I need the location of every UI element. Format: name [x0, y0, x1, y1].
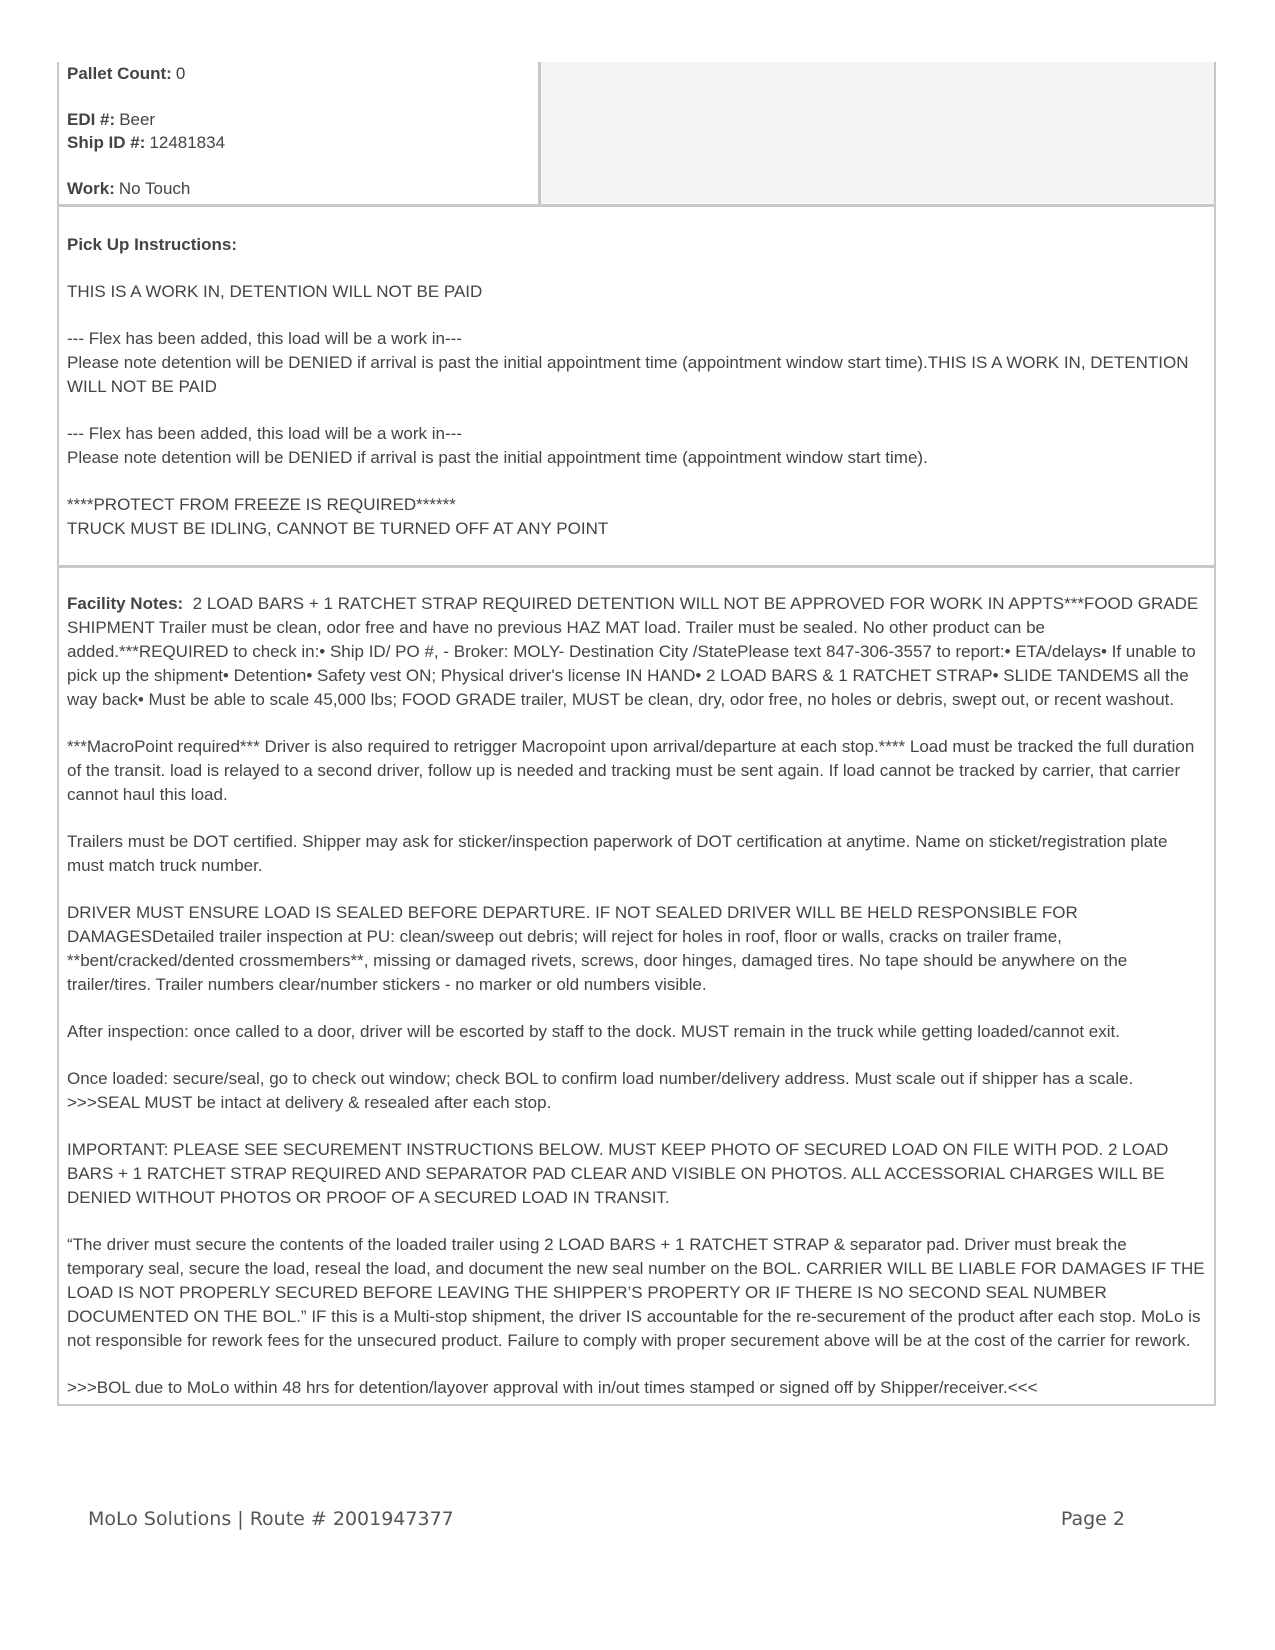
facility-paragraph: Trailers must be DOT certified. Shipper may ask for sticker/inspection paperwork of DOT certification at anytime. Name on sticket/registration plate must match truck number.	[67, 832, 1168, 875]
edi-field	[67, 108, 538, 131]
ship-id-value: 12481834	[149, 133, 226, 152]
facility-paragraph: ***MacroPoint required*** Driver is also required to retrigger Macropoint upon arrival/departure at each stop.**** Load must be tracked the full duration of the transit. load is relayed to a second driver, follow up is needed and tracking must be sent again. If load cannot be tracked by carrier, that carrier cannot haul this load.	[67, 737, 1195, 804]
facility-paragraph: IMPORTANT: PLEASE SEE SECUREMENT INSTRUCTIONS BELOW. MUST KEEP PHOTO OF SECURED LOAD ON FILE WITH POD. 2 LOAD BARS + 1 RATCHET STRAP REQUIRED AND SEPARATOR PAD CLEAR AND VISIBLE ON PHOTOS. ALL ACCESSORIAL CHARGES WILL BE DENIED WITHOUT PHOTOS OR PROOF OF A SECURED LOAD IN TRANSIT.	[67, 1140, 1169, 1207]
pickup-paragraph: ****PROTECT FROM FREEZE IS REQUIRED****** TRUCK MUST BE IDLING, CANNOT BE TURNED OFF AT ANY POINT	[67, 495, 609, 538]
work-label: Work:	[67, 179, 115, 198]
document-table	[57, 62, 1216, 1406]
ship-id-field	[67, 131, 538, 154]
edi-value: Beer	[119, 110, 156, 129]
pickup-instructions-heading: Pick Up Instructions:	[67, 235, 238, 254]
facility-paragraph: Once loaded: secure/seal, go to check out window; check BOL to confirm load number/delivery address. Must scale out if shipper has a scale. >>>SEAL MUST be intact at delivery & resealed after each stop.	[67, 1069, 1134, 1112]
facility-notes-label: Facility Notes:	[67, 594, 184, 613]
facility-paragraph: “The driver must secure the contents of the loaded trailer using 2 LOAD BARS + 1 RATCHET STRAP & separator pad. Driver must break the temporary seal, secure the load, reseal the load, and document the new seal number on the BOL. CARRIER WILL BE LIABLE FOR DAMAGES IF THE LOAD IS NOT PROPERLY SECURED BEFORE LEAVING THE SHIPPER’S PROPERTY OR IF THERE IS NO SECOND SEAL NUMBER DOCUMENTED ON THE BOL.” IF this is a Multi-stop shipment, the driver IS accountable for the re-securement of the product after each stop. MoLo is not responsible for rework fees for the unsecured product. Failure to comply with proper securement above will be at the cost of the carrier for rework.	[67, 1235, 1205, 1350]
shipment-details-cell	[59, 62, 541, 204]
pallet-count-field	[67, 62, 538, 85]
pallet-count-label: Pallet Count:	[67, 64, 172, 83]
pickup-paragraph: --- Flex has been added, this load will be a work in--- Please note detention will be DENIED if arrival is past the initial appointment time (appointment window start time).	[67, 424, 928, 467]
edi-label: EDI #:	[67, 110, 116, 129]
work-value: No Touch	[118, 179, 191, 198]
empty-shaded-cell	[541, 62, 1214, 204]
facility-paragraph: After inspection: once called to a door, driver will be escorted by staff to the dock. MUST remain in the truck while getting loaded/cannot exit.	[67, 1022, 1120, 1041]
footer-page-number: Page 2	[1060, 1508, 1125, 1530]
page-footer	[88, 1508, 1125, 1534]
ship-id-label: Ship ID #:	[67, 133, 146, 152]
pickup-paragraph: --- Flex has been added, this load will be a work in--- Please note detention will be DENIED if arrival is past the initial appointment time (appointment window start time).THIS IS A WORK IN, DETENTION WILL NOT BE PAID	[67, 329, 1189, 396]
facility-notes-first-paragraph	[67, 592, 1206, 712]
work-field	[67, 177, 538, 200]
facility-notes-section	[59, 568, 1214, 1404]
pickup-instructions-section	[59, 207, 1214, 568]
shipment-details-row	[59, 62, 1214, 207]
pickup-paragraph: THIS IS A WORK IN, DETENTION WILL NOT BE PAID	[67, 282, 483, 301]
facility-paragraph: DRIVER MUST ENSURE LOAD IS SEALED BEFORE DEPARTURE. IF NOT SEALED DRIVER WILL BE HELD RESPONSIBLE FOR DAMAGESDetailed trailer inspection at PU: clean/sweep out debris; will reject for holes in roof, floor or walls, cracks on trailer frame, **bent/cracked/dented crossmembers**, missing or damaged rivets, screws, door hinges, damaged tires. No tape should be anywhere on the trailer/tires. Trailer numbers clear/number stickers - no marker or old numbers visible.	[67, 903, 1128, 994]
footer-route: MoLo Solutions | Route # 2001947377	[88, 1508, 454, 1530]
facility-notes-text: 2 LOAD BARS + 1 RATCHET STRAP REQUIRED DETENTION WILL NOT BE APPROVED FOR WORK IN APPTS***FOOD GRADE SHIPMENT Trailer must be clean, odor free and have no previous HAZ MAT load. Trailer must be sealed. No other product can be added.***REQUIRED to check in:• Ship ID/ PO #, - Broker: MOLY- Destination City /StatePlease text 847-306-3557 to report:• ETA/delays• If unable to pick up the shipment• Detention• Safety vest ON; Physical driver's license IN HAND• 2 LOAD BARS & 1 RATCHET STRAP• SLIDE TANDEMS all the way back• Must be able to scale 45,000 lbs; FOOD GRADE trailer, MUST be clean, dry, odor free, no holes or debris, swept out, or recent washout.	[67, 594, 1199, 709]
pallet-count-value: 0	[175, 64, 186, 83]
facility-paragraph: >>>BOL due to MoLo within 48 hrs for detention/layover approval with in/out times stamped or signed off by Shipper/receiver.<<<	[67, 1378, 1038, 1397]
